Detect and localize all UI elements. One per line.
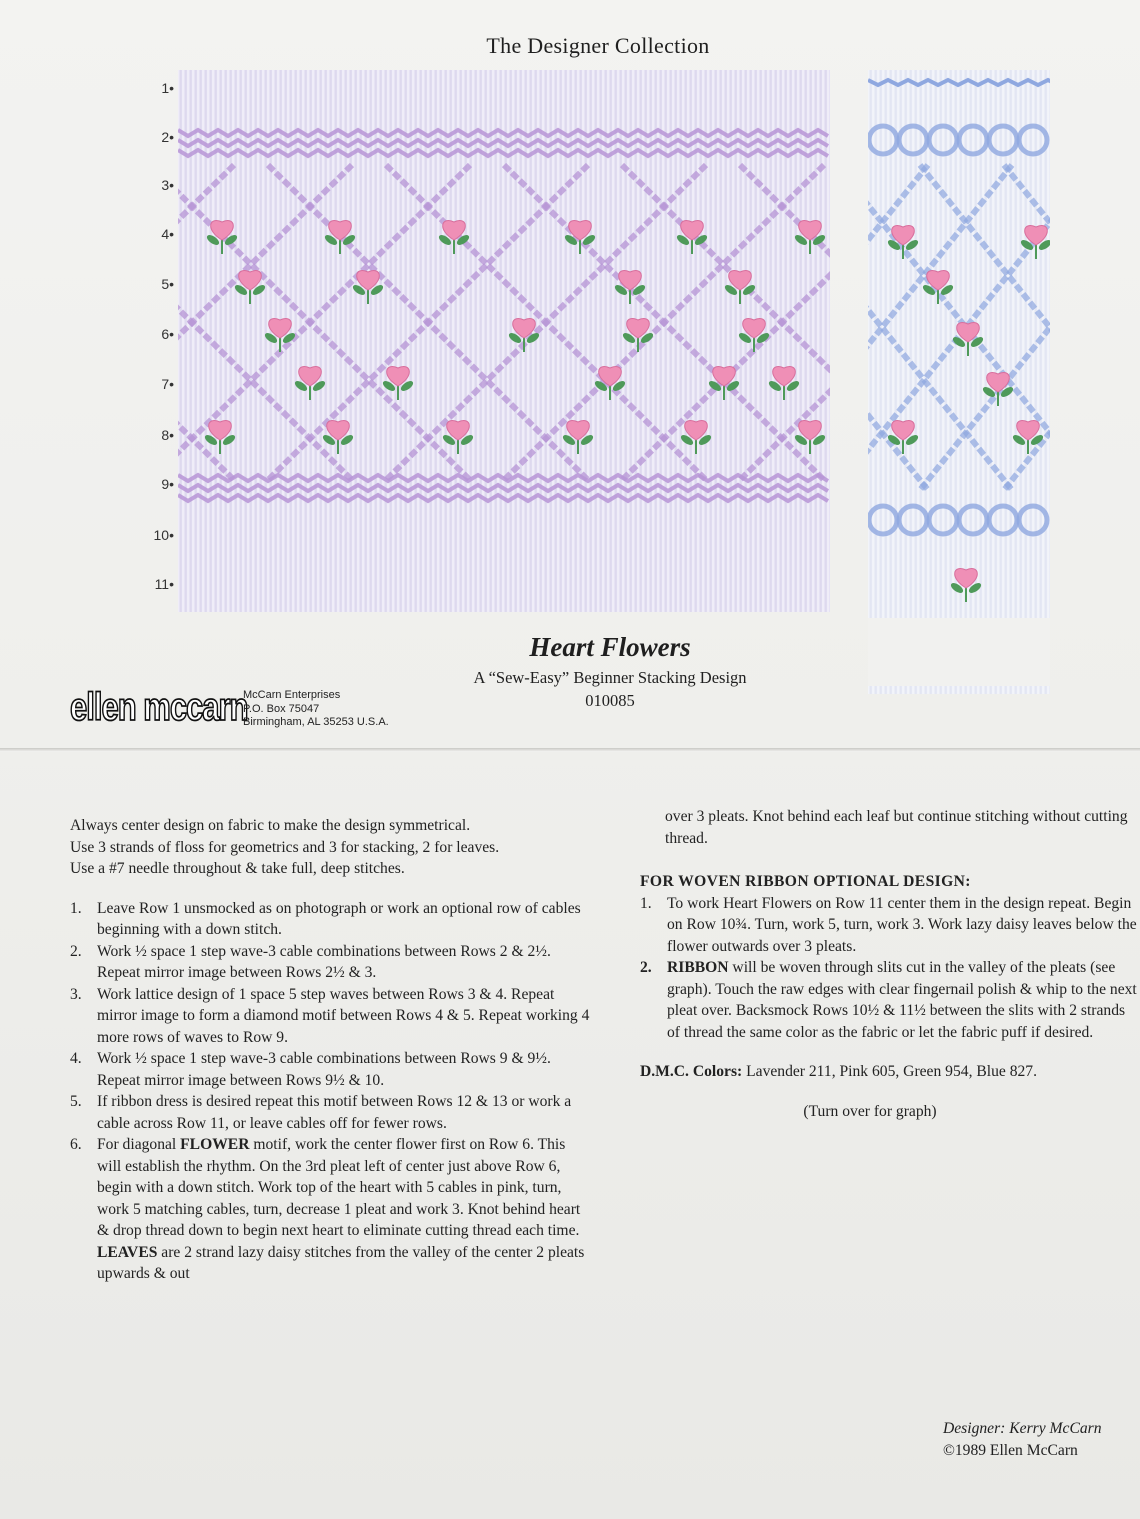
heart-flower [723,271,756,304]
heart-flower [437,221,470,254]
heart-flower [351,271,384,304]
heart-flower [441,421,474,454]
smocking-pattern [178,70,830,612]
blue-smocking-pattern [868,70,1050,694]
heart-flower [507,319,540,352]
heart-flower [593,367,626,400]
heart-flower [233,271,266,304]
dmc-colors: D.M.C. Colors: Lavender 211, Pink 605, Green 954, Blue 827. [640,1063,1037,1080]
row-label: 5• [128,276,174,292]
heart-flower [561,421,594,454]
row-label: 3• [128,177,174,193]
step-item: 3. Work lattice design of 1 space 5 step waves between Rows 3 & 4. Repeat mirror image to form a diamond motif between Rows 4 & 5. Repeat working 4 more rows of waves to Row 9. [70,985,590,1046]
heart-flower [886,226,919,259]
copyright: ©1989 Ellen McCarn [943,1442,1078,1459]
instructions-right [640,806,1140,1122]
row-label: 11• [128,576,174,592]
design-subtitle: A “Sew-Easy” Beginner Stacking Design [473,668,747,687]
row-label: 4• [128,226,174,242]
ribbon-step: 1. To work Heart Flowers on Row 11 center them in the design repeat. Begin on Row 10¾. Turn, work 5, turn, work 3. Work lazy daisy leaves below the flower outwards over 3 pleats. [640,894,1137,955]
row-label: 6• [128,326,174,342]
step-item: 4. Work ½ space 1 step wave-3 cable combinations between Rows 9 & 9½. Repeat mirror image between Rows 9½ & 10. [70,1050,551,1089]
heart-flower [793,421,826,454]
heart-flower [621,319,654,352]
smocking-photo-blue [868,70,1050,694]
turn-over-note: (Turn over for graph) [803,1102,937,1120]
intro-paragraph: Use 3 strands of floss for geometrics and 3 for stacking, 2 for leaves. [70,838,500,856]
row-label: 10• [128,527,174,543]
step-item: 6. For diagonal FLOWER motif, work the center flower first on Row 6. This will establish the rhythm. On the 3rd pleat left of center just above Row 6, begin with a down stitch. Work top of the heart with 5 cables in pink, turn, work 5 matching cables, turn, decrease 1 pleat and work 3. Knot behind heart & drop thread down to begin next heart to eliminate cutting thread each time. LEAVES are 2 strand lazy daisy stitches from the valley of the center 2 pleats upwards & out [70,1136,585,1282]
ribbon-sample-gap [868,618,1050,686]
intro-paragraph: Use a #7 needle throughout & take full, deep stitches. [70,860,405,877]
step-item: 1. Leave Row 1 unsmocked as on photograph or work an optional row of cables beginning with a down stitch. [70,899,581,938]
heart-flower [886,421,919,454]
row-label: 7• [128,376,174,392]
instructions-left [70,815,590,1285]
step-item: 2. Work ½ space 1 step wave-3 cable combinations between Rows 2 & 2½. Repeat mirror image between Rows 2½ & 3. [70,942,551,981]
step-item: 5. If ribbon dress is desired repeat this motif between Rows 12 & 13 or work a cable across Row 11, or leave cables off for fewer rows. [70,1093,572,1132]
heart-flower [737,319,770,352]
heart-flower [951,323,984,356]
heart-flower [949,569,982,602]
steps-list [70,898,590,1285]
design-number: 010085 [585,691,635,710]
step-continuation: over 3 pleats. Knot behind each leaf but continue stitching without cutting thread. [665,808,1128,847]
designer-credit: Designer: Kerry McCarn [943,1420,1102,1437]
heart-flower [321,421,354,454]
ribbon-step: 2. RIBBON will be woven through slits cut in the valley of the pleats (see graph). Touch the raw edges with clear fingernail polish & whip to the next pleat over. Backsmock Rows 10½ & 11½ between the slits with 2 strands of thread the same color as the fabric or let the fabric puff if desired. [640,959,1137,1041]
smocking-photo-main [178,70,830,612]
heart-flower [323,221,356,254]
row-label: 9• [128,476,174,492]
heart-flower [203,421,236,454]
heart-flower [767,367,800,400]
row-label: 8• [128,427,174,443]
heart-flower [1011,421,1044,454]
collection-title: The Designer Collection [486,33,710,58]
heart-flower [263,319,296,352]
heart-flower [381,367,414,400]
row-label: 1• [128,80,174,96]
design-title: Heart Flowers [529,632,691,662]
ribbon-heading: FOR WOVEN RIBBON OPTIONAL DESIGN: [640,873,971,890]
heart-flower [921,271,954,304]
intro-paragraph: Always center design on fabric to make the design symmetrical. [70,817,471,834]
fold-line [0,748,1140,752]
heart-flower [205,221,238,254]
ribbon-steps [640,893,1140,1044]
ellen-mccarn-logo: ellen mccarn [70,685,248,729]
heart-flower [679,421,712,454]
company-address: McCarn Enterprises P.O. Box 75047 Birmingham, AL 35253 U.S.A. [243,689,389,728]
heart-flower [981,373,1014,406]
heart-flower [293,367,326,400]
credits [943,1418,1102,1462]
row-label: 2• [128,129,174,145]
